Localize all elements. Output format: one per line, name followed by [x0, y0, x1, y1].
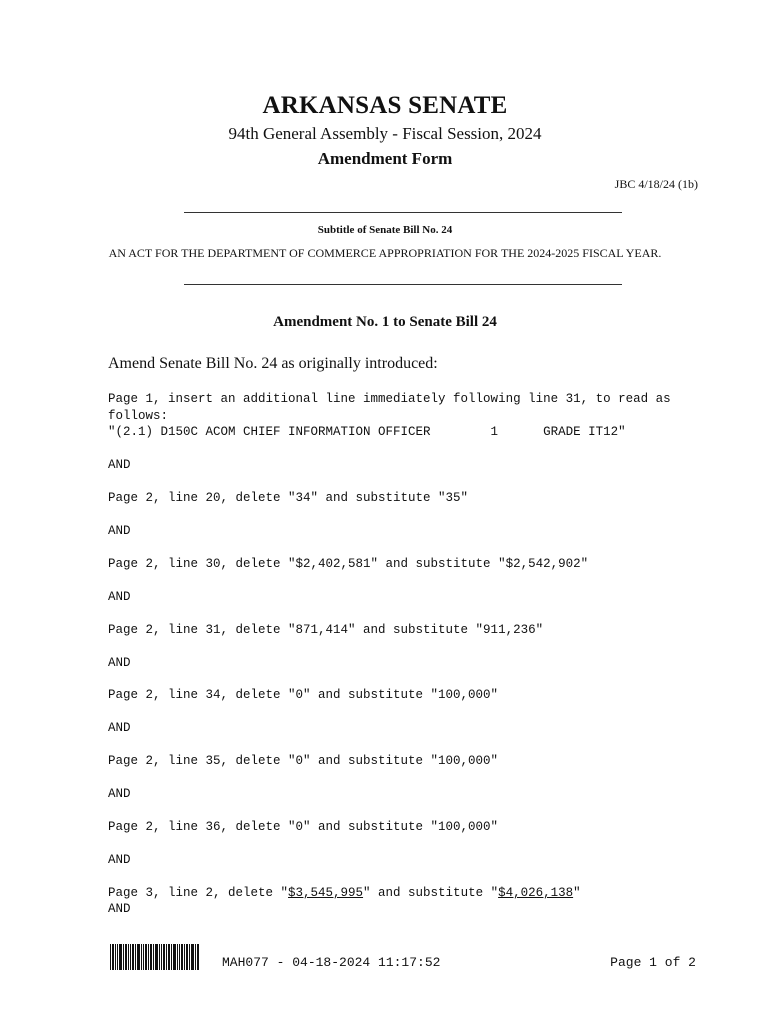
- instruction-8-middle: " and substitute ": [363, 886, 499, 900]
- session-line: 94th General Assembly - Fiscal Session, 2024: [228, 124, 542, 143]
- amendment-heading: Amendment No. 1 to Senate Bill 24: [273, 314, 497, 330]
- and-separator: AND: [108, 721, 131, 735]
- act-title: AN ACT FOR THE DEPARTMENT OF COMMERCE APPROPRIATION FOR THE 2024-2025 FISCAL YEAR.: [108, 246, 662, 260]
- divider-bottom: [184, 284, 622, 285]
- and-separator: AND: [108, 902, 131, 916]
- instruction-4: Page 2, line 31, delete "871,414" and substitute "911,236": [108, 623, 544, 637]
- instruction-3: Page 2, line 30, delete "$2,402,581" and substitute "$2,542,902": [108, 557, 589, 571]
- barcode-icon: [110, 944, 200, 970]
- page-number: Page 1 of 2: [610, 955, 696, 970]
- and-separator: AND: [108, 656, 131, 670]
- and-separator: AND: [108, 590, 131, 604]
- instruction-8-suffix: ": [573, 886, 581, 900]
- instruction-1: Page 1, insert an additional line immediately following line 31, to read as follows: "(2.1) D150C ACOM CHIEF INFORMATION OFFICER 1 GRADE IT12": [108, 392, 671, 439]
- jbc-reference: JBC 4/18/24 (1b): [614, 177, 698, 191]
- and-separator: AND: [108, 853, 131, 867]
- instruction-8-prefix: Page 3, line 2, delete ": [108, 886, 289, 900]
- new-amount: $4,026,138: [498, 886, 574, 900]
- instruction-6: Page 2, line 35, delete "0" and substitute "100,000": [108, 754, 499, 768]
- instruction-2: Page 2, line 20, delete "34" and substitute "35": [108, 491, 469, 505]
- instruction-5: Page 2, line 34, delete "0" and substitute "100,000": [108, 688, 499, 702]
- and-separator: AND: [108, 458, 131, 472]
- and-separator: AND: [108, 787, 131, 801]
- instruction-8: [108, 885, 581, 902]
- document-id: MAH077 - 04-18-2024 11:17:52: [222, 955, 441, 970]
- form-name: Amendment Form: [317, 149, 453, 168]
- and-separator: AND: [108, 524, 131, 538]
- subtitle-label: Subtitle of Senate Bill No. 24: [317, 224, 453, 236]
- amendment-intro: Amend Senate Bill No. 24 as originally introduced:: [108, 355, 438, 372]
- page-title: ARKANSAS SENATE: [262, 92, 508, 119]
- instruction-7: Page 2, line 36, delete "0" and substitute "100,000": [108, 820, 499, 834]
- old-amount: $3,545,995: [288, 886, 364, 900]
- divider-top: [184, 212, 622, 213]
